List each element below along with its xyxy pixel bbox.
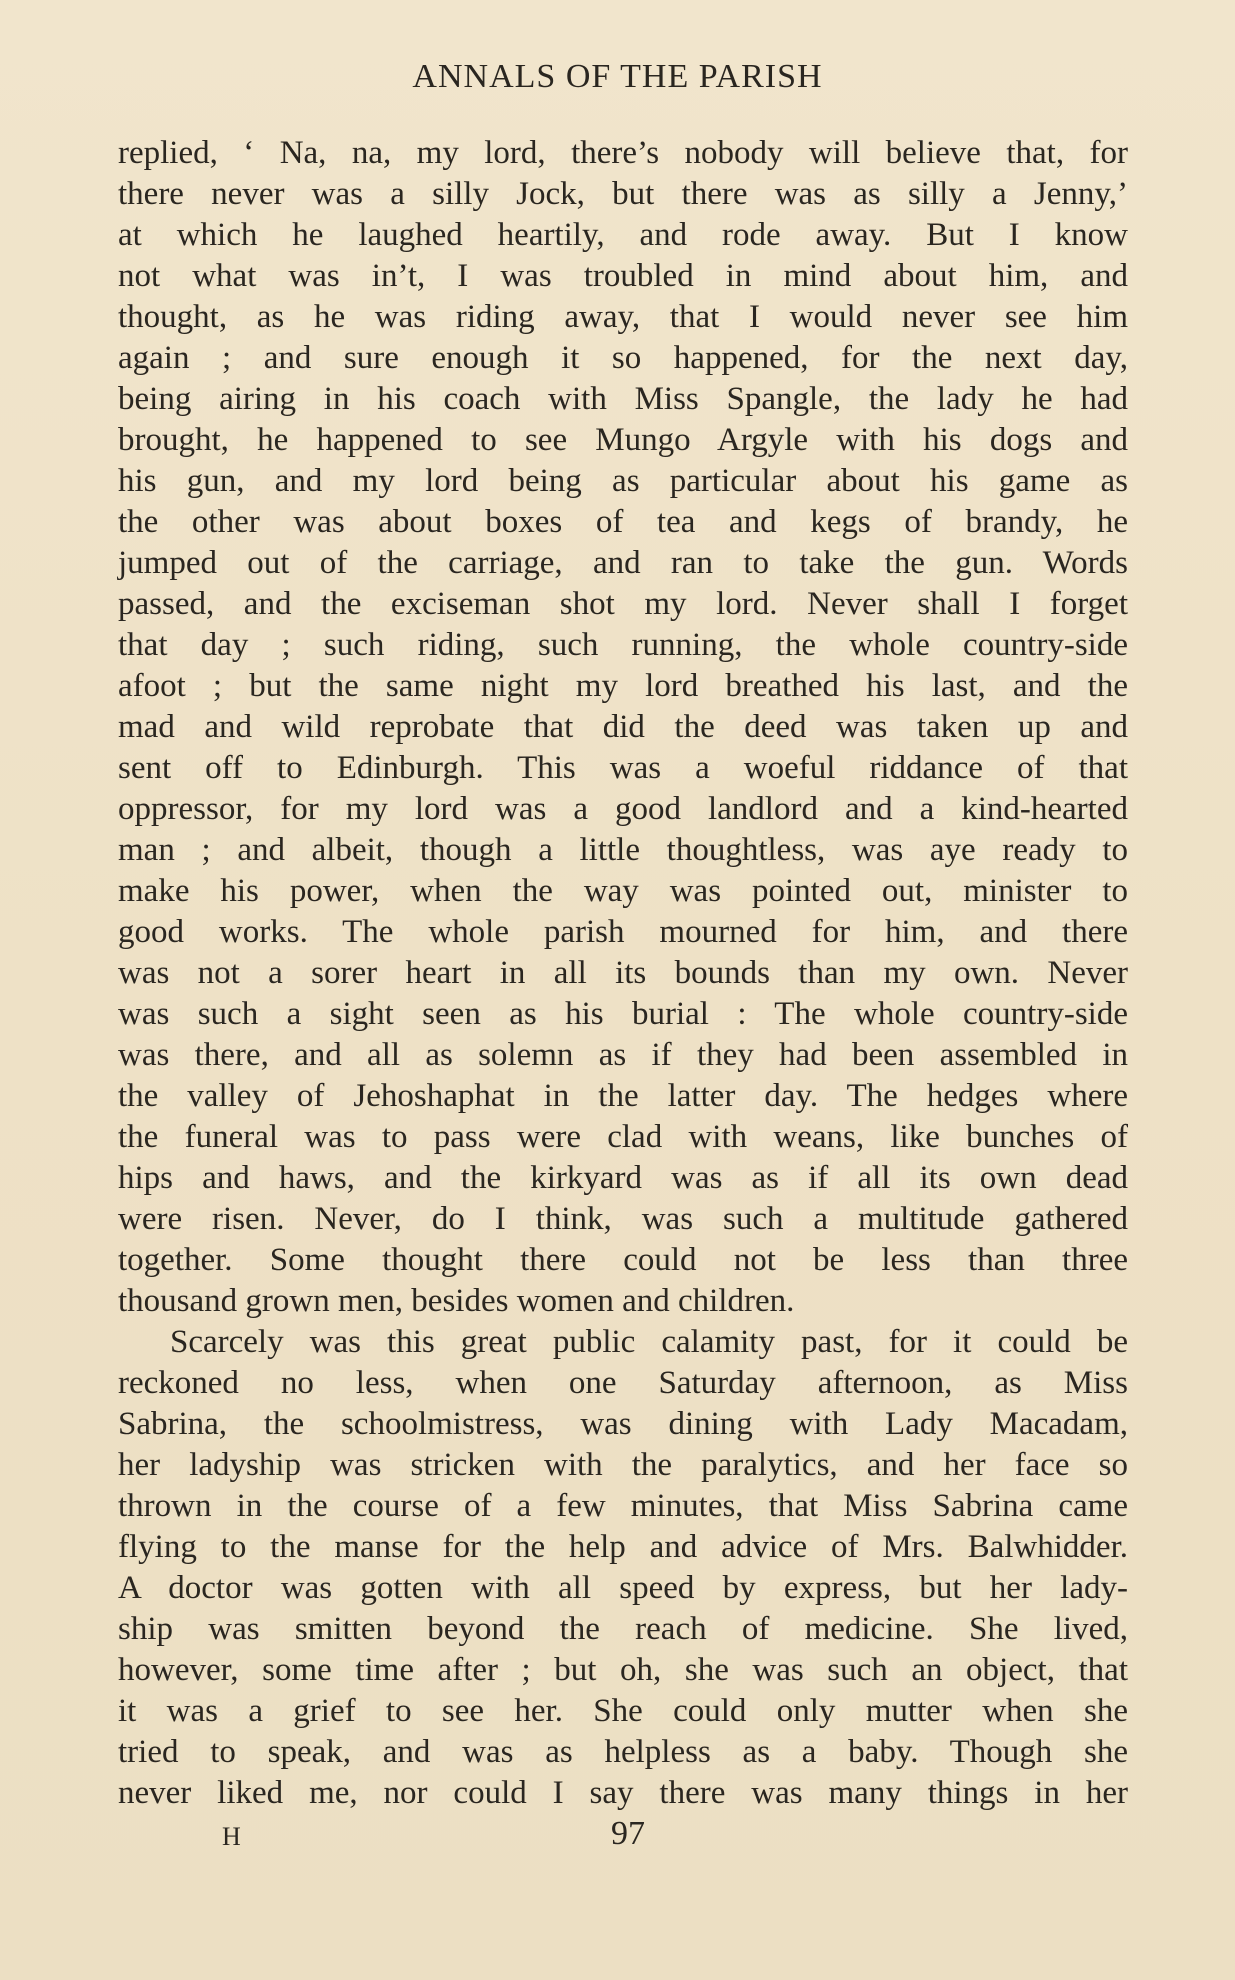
text-line: that day ; such riding, such running, the whole country-side xyxy=(118,627,1128,663)
text-line: was there, and all as solemn as if they had been assembled in xyxy=(118,1037,1128,1073)
paragraph-last-line: thousand grown men, besides women and children. xyxy=(118,1283,795,1319)
text-line: not what was in’t, I was troubled in mind about him, and xyxy=(118,258,1128,294)
text-line: tried to speak, and was as helpless as a baby. Though she xyxy=(118,1734,1128,1770)
text-line: good works. The whole parish mourned for him, and there xyxy=(118,914,1128,950)
text-line: was such a sight seen as his burial : The whole country-side xyxy=(118,996,1128,1032)
text-line: however, some time after ; but oh, she was such an object, that xyxy=(118,1652,1128,1688)
text-line: being airing in his coach with Miss Spangle, the lady he had xyxy=(118,381,1128,417)
text-line: oppressor, for my lord was a good landlord and a kind-hearted xyxy=(118,791,1128,827)
text-line: thrown in the course of a few minutes, that Miss Sabrina came xyxy=(118,1488,1128,1524)
running-head: ANNALS OF THE PARISH xyxy=(412,58,823,95)
text-line: brought, he happened to see Mungo Argyle with his dogs and xyxy=(118,422,1128,458)
text-line: make his power, when the way was pointed out, minister to xyxy=(118,873,1128,909)
text-line: at which he laughed heartily, and rode away. But I know xyxy=(118,217,1128,253)
text-line: replied, ‘ Na, na, my lord, there’s nobody will believe that, for xyxy=(118,135,1128,171)
text-line: his gun, and my lord being as particular about his game as xyxy=(118,463,1128,499)
text-line: mad and wild reprobate that did the deed was taken up and xyxy=(118,709,1128,745)
text-line: man ; and albeit, though a little thoughtless, was aye ready to xyxy=(118,832,1128,868)
page-number: 97 xyxy=(611,1815,645,1852)
text-line: afoot ; but the same night my lord breathed his last, and the xyxy=(118,668,1128,704)
text-line: hips and haws, and the kirkyard was as if all its own dead xyxy=(118,1160,1128,1196)
text-line: reckoned no less, when one Saturday afternoon, as Miss xyxy=(118,1365,1128,1401)
text-line: again ; and sure enough it so happened, for the next day, xyxy=(118,340,1128,376)
text-line: never liked me, nor could I say there was many things in her xyxy=(118,1775,1128,1811)
text-line: the other was about boxes of tea and kegs of brandy, he xyxy=(118,504,1128,540)
signature-mark: H xyxy=(222,1822,241,1851)
text-line: was not a sorer heart in all its bounds than my own. Never xyxy=(118,955,1128,991)
text-line: the valley of Jehoshaphat in the latter day. The hedges where xyxy=(118,1078,1128,1114)
text-line: the funeral was to pass were clad with weans, like bunches of xyxy=(118,1119,1128,1155)
paragraph-first-line: Scarcely was this great public calamity past, for it could be xyxy=(170,1324,1128,1360)
text-line: ship was smitten beyond the reach of medicine. She lived, xyxy=(118,1611,1128,1647)
text-line: A doctor was gotten with all speed by express, but her lady- xyxy=(118,1570,1128,1606)
text-line: were risen. Never, do I think, was such a multitude gathered xyxy=(118,1201,1128,1237)
text-line: Sabrina, the schoolmistress, was dining with Lady Macadam, xyxy=(118,1406,1128,1442)
text-line: there never was a silly Jock, but there was as silly a Jenny,’ xyxy=(118,176,1128,212)
text-line: jumped out of the carriage, and ran to take the gun. Words xyxy=(118,545,1128,581)
text-line: together. Some thought there could not be less than three xyxy=(118,1242,1128,1278)
text-line: flying to the manse for the help and advice of Mrs. Balwhidder. xyxy=(118,1529,1128,1565)
text-line: it was a grief to see her. She could only mutter when she xyxy=(118,1693,1128,1729)
text-line: sent off to Edinburgh. This was a woeful riddance of that xyxy=(118,750,1128,786)
text-line: passed, and the exciseman shot my lord. Never shall I forget xyxy=(118,586,1128,622)
text-line: thought, as he was riding away, that I would never see him xyxy=(118,299,1128,335)
text-line: her ladyship was stricken with the paralytics, and her face so xyxy=(118,1447,1128,1483)
body-text xyxy=(118,133,1128,1814)
